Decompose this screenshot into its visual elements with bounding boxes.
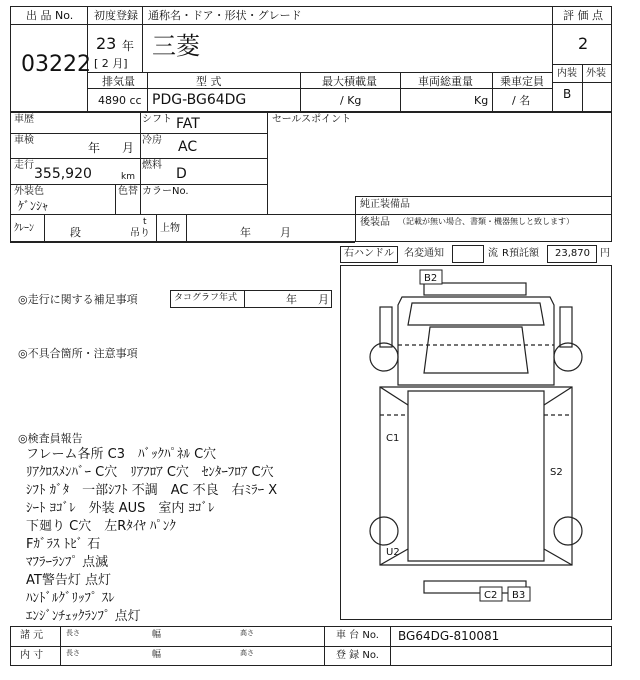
sales-point-label: セールスポイント (272, 114, 352, 125)
color-no-label: 色替 (118, 186, 138, 197)
divider (10, 646, 612, 647)
height-label: 高さ (240, 649, 254, 657)
mileage-unit: km (121, 172, 135, 182)
name-label: 通称名・ドア・形状・グレード (148, 9, 302, 22)
deposit-label: R預託額 (502, 248, 539, 259)
inspection-year: 年 (88, 141, 101, 155)
ac-label: 冷房 (142, 135, 162, 146)
upper-year: 年 (240, 226, 251, 239)
history-label: 車歴 (14, 114, 34, 125)
fuel-value: D (176, 166, 187, 182)
capacity-value: / 名 (512, 94, 531, 107)
defect-title: ◎不具合箇所・注意事項 (18, 347, 138, 360)
shift-value: FAT (176, 116, 200, 132)
max-load-label: 最大積載量 (322, 75, 377, 88)
tacho-month: 月 (318, 293, 329, 306)
divider (142, 24, 143, 72)
report-line: 下廻り C穴 左Rﾀｲﾔ ﾊﾟﾝｸ (26, 519, 176, 534)
report-line: ｼｰﾄ ﾖｺﾞﾚ 外装 AUS 室内 ﾖｺﾞﾚ (26, 501, 215, 516)
report-line: フレーム各所 C3 ﾊﾞｯｸﾊﾟﾈﾙ C穴 (26, 447, 217, 462)
divider (147, 72, 148, 112)
car-name: 三菱 (152, 32, 200, 60)
report-line: ﾊﾝﾄﾞﾙｸﾞﾘｯﾌﾟ ｽﾚ (26, 591, 115, 606)
divider (87, 72, 552, 73)
interior-grade-label: 内装 (557, 68, 577, 79)
model-label: 型 式 (196, 75, 222, 88)
chassis-label: 車 台 No. (336, 630, 379, 641)
ac-value: AC (178, 139, 198, 155)
deposit-unit: 円 (600, 248, 610, 259)
steering-value: 右ハンドル (344, 248, 394, 259)
chassis-value: BG64DG-810081 (398, 629, 500, 643)
truck-damage-diagram (340, 265, 612, 620)
capacity-label: 乗車定員 (500, 75, 544, 88)
crane-stage: 段 (70, 226, 81, 239)
equipment-label: 純正装備品 (360, 199, 410, 210)
upper-label: 上物 (160, 223, 180, 234)
lot-no: 03222 (21, 52, 91, 77)
divider (355, 196, 612, 197)
damage-mark: U2 (386, 547, 400, 558)
divider (552, 6, 553, 112)
grade-label: 評 価 点 (563, 9, 603, 22)
width-label: 幅 (152, 630, 162, 640)
divider (492, 72, 493, 112)
divider (267, 112, 268, 214)
divider (400, 72, 401, 112)
supplement-title: ◎走行に関する補足事項 (18, 293, 138, 306)
upper-month: 月 (280, 226, 291, 239)
gross-weight-value: Kg (474, 94, 489, 107)
divider (10, 133, 267, 134)
interior-grade: B (563, 87, 572, 101)
tacho-label: タコグラフ年式 (174, 293, 238, 303)
width-label: 幅 (152, 650, 162, 660)
aftermarket-label: 後装品 (360, 217, 390, 228)
name-change-label: 名変通知 (404, 248, 444, 259)
displacement-label: 排気量 (102, 75, 135, 88)
damage-mark: B2 (424, 273, 438, 284)
deposit-value: 23,870 (555, 248, 590, 259)
name-change-box (452, 245, 484, 263)
divider (300, 72, 301, 112)
divider (186, 214, 187, 242)
divider (87, 24, 552, 25)
fuel-label: 燃料 (142, 160, 162, 171)
inspection-month: 月 (122, 141, 135, 155)
divider (156, 214, 157, 242)
report-line: ﾘｱｸﾛｽﾒﾝﾊﾞｰ C穴 ﾘｱﾌﾛｱ C穴 ｾﾝﾀｰﾌﾛｱ C穴 (26, 465, 274, 480)
inspection-label: 車検 (14, 135, 34, 146)
first-reg-label: 初度登録 (94, 9, 138, 22)
length-label: 長さ (66, 649, 80, 657)
first-reg-year-unit: 年 (122, 39, 135, 53)
gross-weight-label: 車両総重量 (418, 75, 473, 88)
divider (582, 64, 583, 112)
tacho-year: 年 (286, 293, 297, 306)
mileage-value: 355,920 (34, 166, 92, 182)
divider (10, 242, 355, 243)
divider (244, 290, 245, 308)
report-line: ﾏﾌﾗｰﾗﾝﾌﾟ 点滅 (26, 555, 109, 570)
divider (390, 626, 391, 666)
damage-mark: C2 (484, 590, 498, 601)
deposit-prefix: 流 (488, 248, 498, 259)
divider (87, 88, 552, 89)
ext-color-label: 外装色 (14, 186, 44, 197)
divider (10, 24, 87, 25)
divider (142, 6, 143, 24)
crane-label: ｸﾚｰﾝ (14, 223, 34, 234)
interior-dim-label: 内 寸 (20, 650, 44, 661)
report-line: ｼﾌﾄ ｶﾞﾀ 一部ｼﾌﾄ 不調 AC 不良 右ﾐﾗｰ X (26, 483, 278, 498)
divider (115, 184, 116, 214)
damage-mark: B3 (512, 590, 526, 601)
divider (60, 626, 61, 666)
dimensions-label: 諸 元 (20, 630, 44, 641)
first-reg-month: [ 2 月] (94, 57, 128, 70)
report-line: ｴﾝｼﾞﾝﾁｪｯｸﾗﾝﾌﾟ 点灯 (26, 609, 141, 624)
height-label: 高さ (240, 629, 254, 637)
divider (10, 158, 267, 159)
lot-no-label: 出 品 No. (26, 9, 74, 22)
mileage-label: 走行 (14, 160, 34, 171)
crane-t: t (143, 217, 147, 227)
divider (44, 214, 45, 242)
crane-lift: 吊り (130, 228, 150, 239)
first-reg-year: 23 (96, 34, 117, 53)
divider (324, 626, 325, 666)
model-value: PDG-BG64DG (152, 92, 247, 108)
shift-label: シフト (142, 114, 172, 125)
registration-label: 登 録 No. (336, 650, 379, 661)
length-label: 長さ (66, 629, 80, 637)
inspector-title: ◎検査員報告 (18, 432, 83, 445)
divider (552, 82, 612, 83)
ext-color-value: ｹﾞﾝｼｬ (18, 199, 49, 213)
displacement-value: 4890 cc (98, 94, 142, 107)
damage-mark: C1 (386, 433, 400, 444)
aftermarket-note: （記載が無い場合、書類・機器無しと致します） (398, 217, 574, 226)
report-line: AT警告灯 点灯 (26, 573, 111, 588)
divider (140, 112, 141, 214)
divider (552, 24, 612, 25)
damage-mark: S2 (550, 467, 563, 478)
divider (10, 214, 612, 215)
grade-value: 2 (578, 34, 589, 53)
color-code-label: カラーNo. (142, 186, 189, 197)
divider (10, 184, 267, 185)
report-line: Fｶﾞﾗｽ ﾄﾋﾞ 石 (26, 537, 101, 552)
divider (355, 196, 356, 242)
exterior-grade-label: 外装 (586, 68, 606, 79)
max-load-value: / Kg (340, 94, 362, 107)
